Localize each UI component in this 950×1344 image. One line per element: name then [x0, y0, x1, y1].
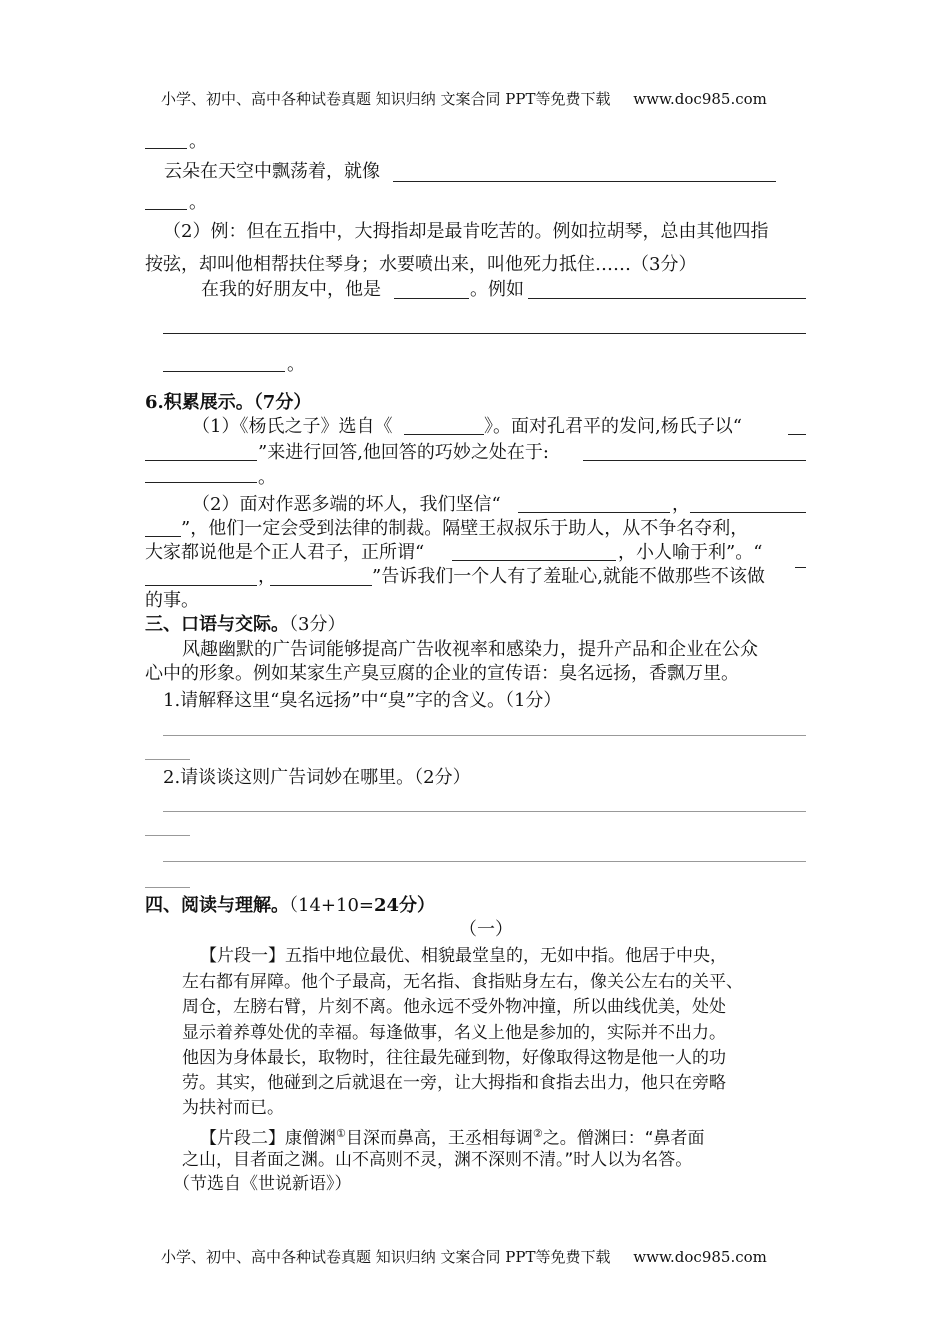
- page-footer: [161, 1246, 767, 1267]
- answer-line: [163, 735, 806, 736]
- part3-intro1: 风趣幽默的广告词能够提高广告收视率和感染力，提升产品和企业在公众: [182, 639, 758, 660]
- footer-text: 小学、初中、高中各种试卷真题 知识归纳 文案合同 PPT等免费下载: [161, 1248, 611, 1266]
- header-text: 小学、初中、高中各种试卷真题 知识归纳 文案合同 PPT等免费下载: [161, 90, 611, 108]
- q5-part2-line1: （2）例：但在五指中，大拇指却是最肯吃苦的。例如拉胡琴，总由其他四指: [163, 221, 769, 242]
- answer-blank: [690, 512, 806, 513]
- q6-s2-a: （2）面对作恶多端的坏人，我们坚信“: [192, 494, 501, 515]
- q6-s1-b: 》。面对孔君平的发问,杨氏子以“: [484, 416, 742, 437]
- answer-line: [163, 333, 806, 334]
- answer-blank: [145, 585, 257, 586]
- answer-blank: [795, 567, 806, 568]
- answer-blank: [393, 181, 776, 182]
- part4-heading: [145, 894, 435, 918]
- line-end: 。: [258, 467, 276, 488]
- frag1-line: 为扶衬而已。: [182, 1098, 284, 1118]
- answer-blank: [145, 482, 257, 483]
- section-number: （一）: [459, 919, 513, 940]
- answer-blank: [583, 460, 806, 461]
- answer-line: [145, 835, 190, 836]
- q6-s2-d: ，小人喻于利”。“: [618, 542, 763, 563]
- answer-blank: [528, 298, 806, 299]
- answer-blank: [452, 560, 616, 561]
- footer-url: www.doc985.com: [633, 1248, 767, 1266]
- answer-blank: [394, 298, 469, 299]
- q6-s1-c: ”来进行回答,他回答的巧妙之处在于:: [258, 442, 549, 463]
- frag2-b: 目深而鼻高，王丞相每调: [345, 1128, 533, 1149]
- friend-example: 。例如: [470, 279, 524, 300]
- q5-part2-line2: 按弦，却叫他相帮扶住琴身；水要喷出来，叫他死力抵住……（3分）: [145, 254, 697, 275]
- part3-score: （3分）: [289, 614, 346, 635]
- part3-title: 三、口语与交际。: [145, 614, 289, 635]
- q6-title: 6.积累展示。（7分）: [145, 392, 312, 413]
- frag2-line2: 之山，目者面之渊。山不高则不灵，渊不深则不清。”时人以为名答。: [182, 1150, 693, 1170]
- frag1-line: 左右都有屏障。他个子最高，无名指、食指贴身左右，像关公左右的关平、: [182, 972, 743, 992]
- answer-blank: [404, 434, 484, 435]
- frag1-line: 显示着养尊处优的幸福。每逢做事，名义上他是参加的，实际并不出力。: [182, 1023, 726, 1043]
- answer-blank: [788, 434, 806, 435]
- friend-prompt: 在我的好朋友中，他是: [201, 279, 381, 300]
- answer-blank: [145, 209, 187, 210]
- frag2-a: 【片段二】康僧渊: [200, 1128, 336, 1149]
- comma: ，: [672, 494, 690, 515]
- answer-blank: [163, 371, 285, 372]
- frag1-line: 周仓，左膀右臂，片刻不离。他永远不受外物冲撞，所以曲线优美，处处: [182, 997, 726, 1017]
- footnote-marker: ②: [532, 1127, 543, 1140]
- answer-blank: [145, 536, 181, 537]
- q6-s2-c: 大家都说他是个正人君子，正所谓“: [145, 542, 425, 563]
- line-end: 。: [189, 131, 207, 152]
- answer-blank: [145, 148, 187, 149]
- part4-score-b: 24分）: [373, 895, 436, 916]
- frag2-c: 之。僧渊曰：“鼻者面: [542, 1128, 705, 1149]
- line-end: 。: [189, 192, 207, 213]
- answer-line: [145, 759, 190, 760]
- comma: ，: [258, 566, 276, 587]
- q6-s2-e: ”告诉我们一个人有了羞耻心,就能不做那些不该做: [372, 566, 765, 587]
- answer-blank: [518, 512, 670, 513]
- part4-title: 四、阅读与理解。: [145, 895, 289, 916]
- answer-blank: [270, 585, 372, 586]
- header-url: www.doc985.com: [633, 90, 767, 108]
- source-note: （节选自《世说新语》）: [173, 1174, 352, 1194]
- line-end: 。: [287, 354, 305, 375]
- page-header: [161, 88, 767, 109]
- frag1-line: 【片段一】五指中地位最优、相貌最堂皇的，无如中指。他居于中央，: [200, 946, 727, 966]
- footnote-marker: ①: [336, 1127, 346, 1140]
- answer-line: [163, 811, 806, 812]
- q6-s2-f: 的事。: [145, 590, 199, 611]
- frag1-line: 他因为身体最长，取物时，往往最先碰到物，好像取得这物是他一人的功: [182, 1048, 726, 1068]
- answer-blank: [145, 460, 257, 461]
- part4-score-a: （14+10=: [289, 895, 374, 916]
- answer-line: [163, 861, 806, 862]
- q6-s1-a: （1）《杨氏之子》选自《: [192, 416, 393, 437]
- part3-q1: 1.请解释这里“臭名远扬”中“臭”字的含义。（1分）: [163, 690, 562, 711]
- answer-line: [145, 887, 190, 888]
- part3-heading: [145, 613, 345, 637]
- part3-intro2: 心中的形象。例如某家生产臭豆腐的企业的宣传语：臭名远扬，香飘万里。: [145, 663, 739, 684]
- clouds-prompt: 云朵在天空中飘荡着，就像: [164, 161, 380, 182]
- part3-q2: 2.请谈谈这则广告词妙在哪里。（2分）: [163, 767, 471, 788]
- frag2-line1: [200, 1122, 705, 1151]
- frag1-line: 劳。其实，他碰到之后就退在一旁，让大拇指和食指去出力，他只在旁略: [182, 1073, 726, 1093]
- q6-s2-b: ”，他们一定会受到法律的制裁。隔壁王叔叔乐于助人，从不争名夺利，: [181, 518, 749, 539]
